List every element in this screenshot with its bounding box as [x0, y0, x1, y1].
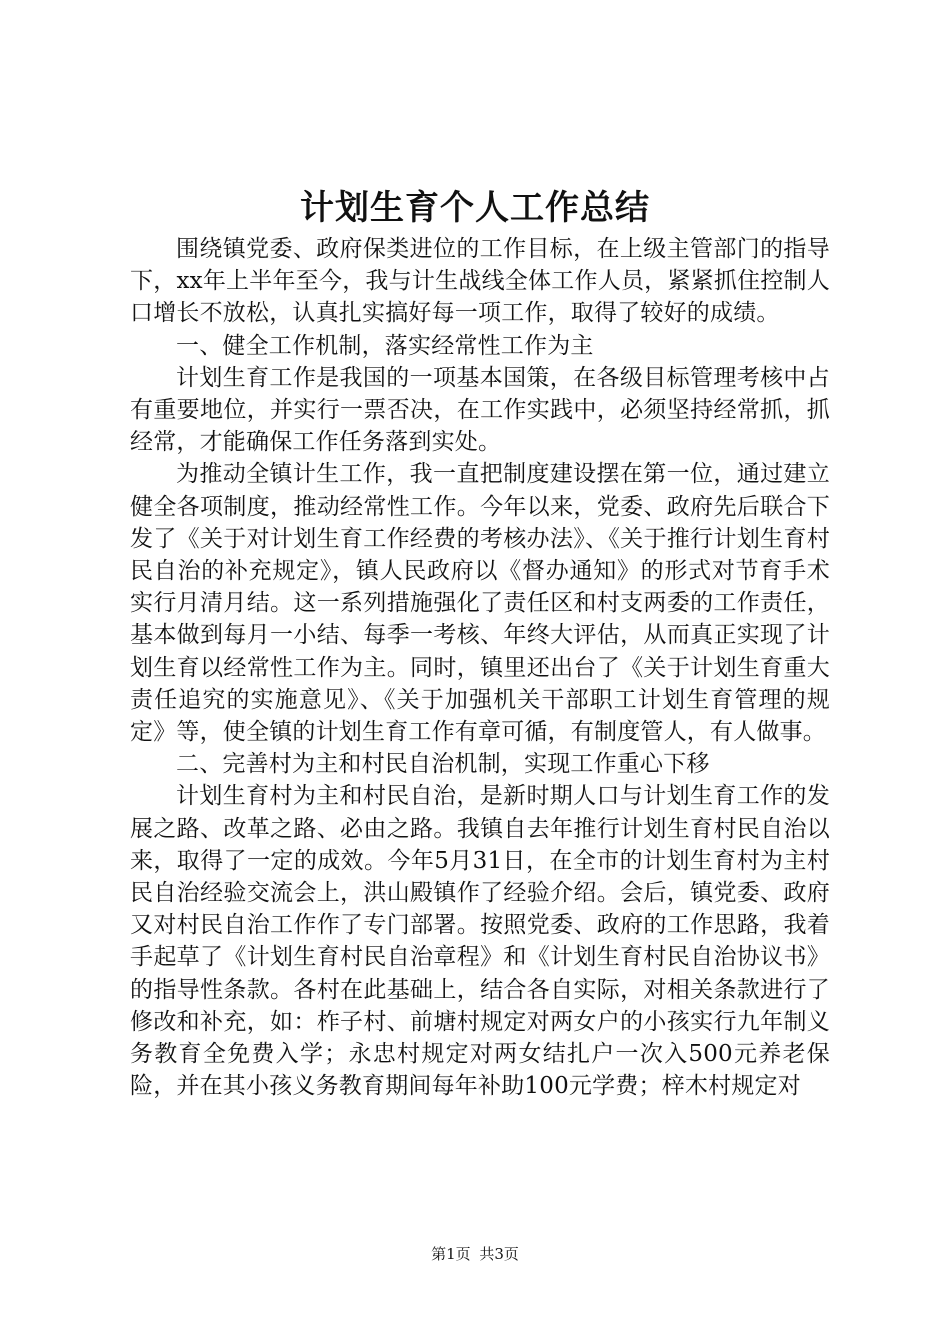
section-heading-2: 二、完善村为主和村民自治机制，实现工作重心下移: [176, 751, 710, 778]
paragraph-policy: 计划生育工作是我国的一项基本国策，在各级目标管理考核中占有重要地位，并实行一票否决，在工作实践中，必须坚持经常抓，抓经常，才能确保工作任务落到实处。: [130, 364, 830, 456]
paragraph-system-building: 为推动全镇计生工作，我一直把制度建设摆在第一位，通过建立健全各项制度，推动经常性工作。今年以来，党委、政府先后联合下发了《关于对计划生育工作经费的考核办法》、《关于推行计划生育村民自治的补充规定》，镇人民政府以《督办通知》的形式对节育手术实行月清月结。这一系列措施强化了责任区和村支两委的工作责任，基本做到每月一小结、每季一考核、年终大评估，从而真正实现了计划生育以经常性工作为主。同时，镇里还出台了《关于计划生育重大责任追究的实施意见》、《关于加强机关干部职工计划生育管理的规定》等，使全镇的计划生育工作有章可循，有制度管人，有人做事。: [130, 461, 830, 746]
document-title: 计划生育个人工作总结: [300, 188, 650, 228]
paragraph-intro: 围绕镇党委、政府保类进位的工作目标，在上级主管部门的指导下，xx年上半年至今，我与计生战线全体工作人员，紧紧抓住控制人口增长不放松，认真扎实搞好每一项工作，取得了较好的成绩。: [130, 236, 830, 327]
section-heading-1: 一、健全工作机制，落实经常性工作为主: [176, 332, 594, 359]
page-total: 共3页: [479, 1245, 519, 1263]
document-body: [130, 233, 830, 1102]
page-footer: [0, 1244, 950, 1264]
page-number: 第1页: [431, 1245, 471, 1263]
paragraph-village-autonomy: 计划生育村为主和村民自治，是新时期人口与计划生育工作的发展之路、改革之路、必由之路。我镇自去年推行计划生育村民自治以来，取得了一定的成效。今年5月31日，在全市的计划生育村为主村民自治经验交流会上，洪山殿镇作了经验介绍。会后，镇党委、政府又对村民自治工作作了专门部署。按照党委、政府的工作思路，我着手起草了《计划生育村民自治章程》和《计划生育村民自治协议书》的指导性条款。各村在此基础上，结合各自实际，对相关条款进行了修改和补充，如：柞子村、前塘村规定对两女户的小孩实行九年制义务教育全免费入学；永忠村规定对两女结扎户一次入500元养老保险，并在其小孩义务教育期间每年补助100元学费；梓木村规定对: [130, 783, 830, 1100]
